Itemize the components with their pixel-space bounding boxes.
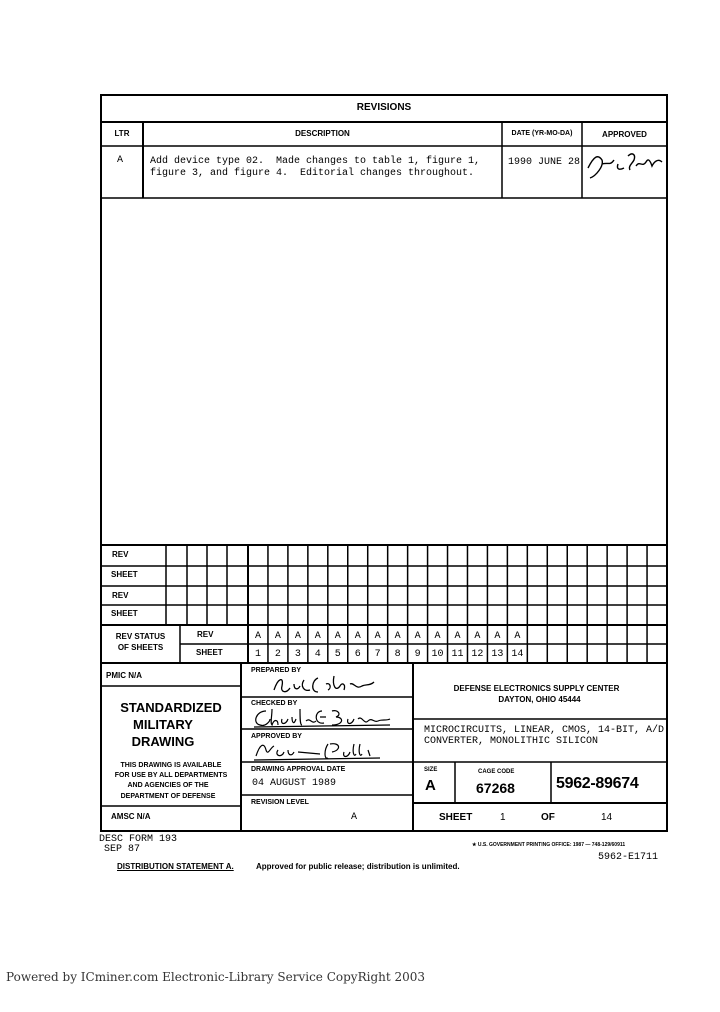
gpo-note: ★ U.S. GOVERNMENT PRINTING OFFICE: 1987 — 748-129/60911	[472, 842, 626, 848]
sheet-number-cell: 5	[334, 649, 341, 660]
revision-description-2: figure 3, and figure 4. Editorial changes throughout.	[150, 168, 475, 179]
sheet-label-1: SHEET	[111, 570, 138, 579]
distribution-label: DISTRIBUTION STATEMENT A.	[117, 862, 234, 871]
size-label: SIZE	[424, 767, 438, 773]
approved-header: APPROVED	[602, 130, 647, 139]
sheet-number-cell: 3	[294, 649, 301, 660]
form-date: SEP 87	[104, 844, 141, 855]
of-label: OF	[541, 812, 555, 823]
rev-status-cell: A	[514, 631, 521, 642]
sheet-number-cell: 13	[491, 649, 504, 660]
rev-status-cell: A	[374, 631, 381, 642]
agency-name: DEFENSE ELECTRONICS SUPPLY CENTER	[453, 684, 620, 693]
ltr-header: LTR	[114, 129, 130, 138]
checked-by-label: CHECKED BY	[251, 700, 298, 707]
availability-line2: FOR USE BY ALL DEPARTMENTS	[114, 772, 228, 779]
standardized-line3: DRAWING	[131, 734, 195, 749]
rev-status-cell: A	[414, 631, 421, 642]
revisions-title: REVISIONS	[356, 102, 412, 113]
of-sheets-label: OF SHEETS	[117, 643, 164, 652]
rev-status-cell: A	[454, 631, 461, 642]
revision-description-1: Add device type 02. Made changes to table 1, figure 1,	[150, 156, 481, 167]
sheet-label: SHEET	[439, 812, 473, 823]
sheet-number-cell: 10	[431, 649, 444, 660]
rev-status-cell: A	[434, 631, 441, 642]
availability-line4: DEPARTMENT OF DEFENSE	[120, 793, 216, 800]
standardized-line1: STANDARDIZED	[120, 700, 222, 715]
sheet-number: 1	[500, 812, 506, 823]
prepared-by-signature	[270, 672, 380, 698]
standardized-line2: MILITARY	[133, 717, 193, 732]
drawing-title-line2: CONVERTER, MONOLITHIC SILICON	[424, 736, 599, 747]
drawing-title-line1: MICROCIRCUITS, LINEAR, CMOS, 14-BIT, A/D	[424, 725, 665, 736]
form-number: DESC FORM 193	[99, 834, 178, 845]
rev-label-2: REV	[112, 591, 129, 600]
revision-letter: A	[117, 155, 124, 166]
rev-status-cell: A	[274, 631, 281, 642]
distribution-text: Approved for public release; distribution is unlimited.	[256, 862, 460, 871]
pmic-label: PMIC N/A	[106, 671, 142, 680]
cage-code-label: CAGE CODE	[478, 769, 515, 775]
sheet-total: 14	[601, 812, 613, 823]
sheet-number-cell: 8	[394, 649, 401, 660]
approved-by-signature	[250, 738, 390, 764]
rev-status-cell: A	[474, 631, 481, 642]
sheet-label-3: SHEET	[196, 648, 223, 657]
approved-by-label: APPROVED BY	[251, 733, 302, 740]
sheet-number-cell: 6	[354, 649, 361, 660]
cage-code: 67268	[476, 780, 515, 796]
approval-date-label: DRAWING APPROVAL DATE	[251, 766, 346, 773]
approval-signature	[584, 148, 668, 184]
reference-number: 5962-E1711	[598, 852, 659, 863]
sheet-number-cell: 4	[314, 649, 321, 660]
revision-date: 1990 JUNE 28	[508, 157, 581, 168]
rev-label-3: REV	[197, 630, 214, 639]
powered-by-notice: Powered by ICminer.com Electronic-Library Service CopyRight 2003	[6, 970, 426, 984]
rev-status-cell: A	[254, 631, 261, 642]
revision-level-label: REVISION LEVEL	[251, 799, 309, 806]
availability-line3: AND AGENCIES OF THE	[127, 782, 209, 789]
size-value: A	[425, 777, 436, 794]
rev-status-cell: A	[334, 631, 341, 642]
sheet-number-cell: 11	[451, 649, 464, 660]
sheet-number-cell: 14	[511, 649, 524, 660]
availability-line1: THIS DRAWING IS AVAILABLE	[120, 762, 222, 769]
revision-level: A	[351, 812, 358, 823]
sheet-number-cell: 9	[414, 649, 421, 660]
approval-date: 04 AUGUST 1989	[252, 778, 337, 789]
description-header: DESCRIPTION	[295, 129, 350, 138]
document-number: 5962-89674	[556, 775, 639, 792]
rev-status-label: REV STATUS	[115, 632, 166, 641]
rev-status-cell: A	[394, 631, 401, 642]
sheet-number-cell: 7	[374, 649, 381, 660]
amsc-label: AMSC N/A	[111, 812, 151, 821]
prepared-by-label: PREPARED BY	[251, 667, 302, 674]
sheet-number-cell: 12	[471, 649, 484, 660]
sheet-label-2: SHEET	[111, 609, 138, 618]
sheet-number-cell: 2	[274, 649, 281, 660]
date-header: DATE (YR-MO-DA)	[511, 130, 573, 137]
rev-status-cell: A	[294, 631, 301, 642]
rev-status-cell: A	[314, 631, 321, 642]
checked-by-signature	[250, 705, 395, 731]
agency-address: DAYTON, OHIO 45444	[498, 695, 581, 704]
rev-status-cell: A	[494, 631, 501, 642]
rev-status-cell: A	[354, 631, 361, 642]
rev-label-1: REV	[112, 550, 129, 559]
sheet-number-cell: 1	[254, 649, 261, 660]
